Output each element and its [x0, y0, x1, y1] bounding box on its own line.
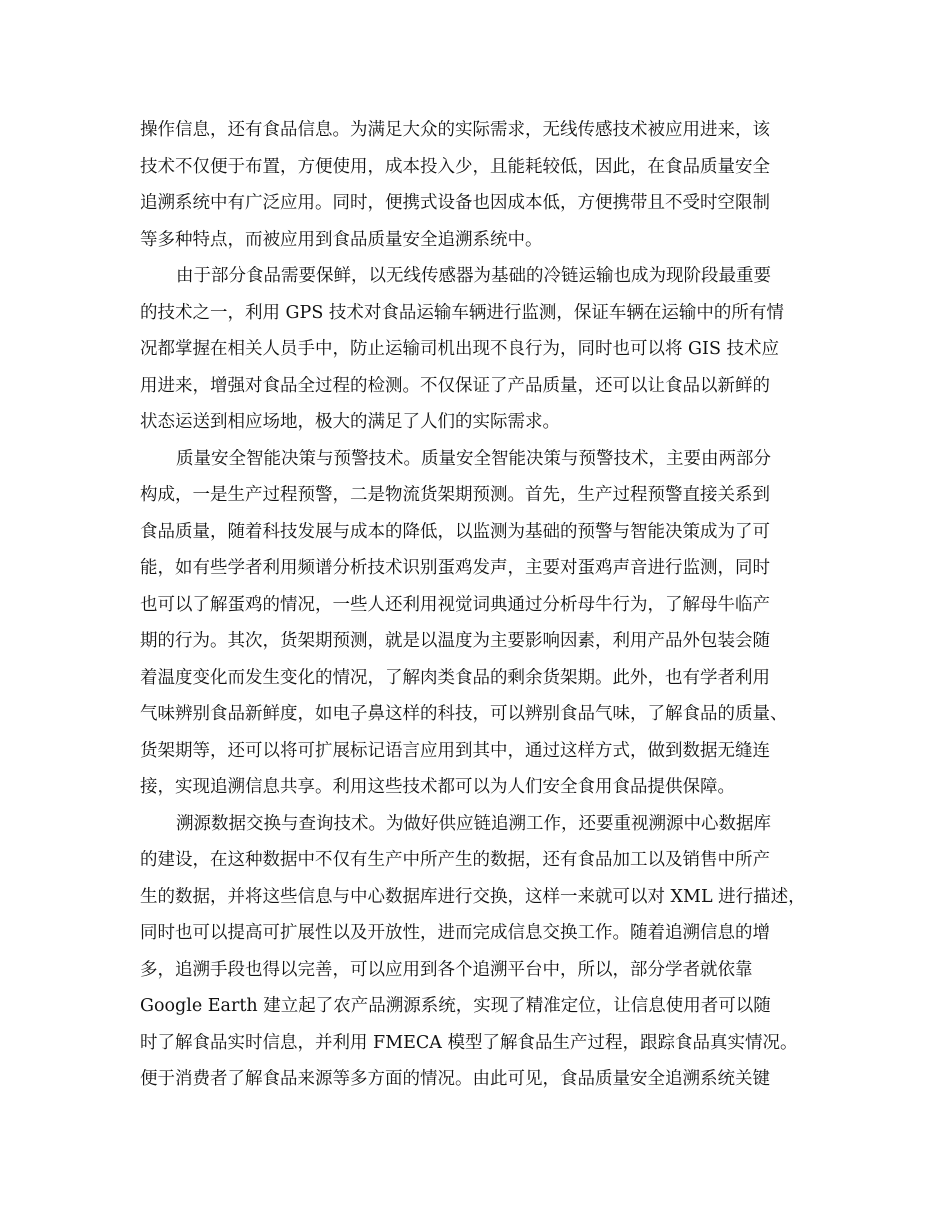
text-line: 况都掌握在相关人员手中，防止运输司机出现不良行为，同时也可以将 GIS 技术应 — [140, 339, 780, 359]
text-line: 技术不仅便于布置，方便使用，成本投入少，且能耗较低，因此，在食品质量安全 — [140, 156, 770, 177]
text-line: 的建设，在这种数据中不仅有生产中所产生的数据，还有食品加工以及销售中所产 — [140, 850, 770, 870]
paragraph-first-line: 质量安全智能决策与预警技术。质量安全智能决策与预警技术，主要由两部分 — [176, 448, 771, 469]
text-line: Google Earth 建立起了农产品溯源系统，实现了精准定位，让信息使用者可以随 — [140, 996, 771, 1016]
text-line: 货架期等，还可以将可扩展标记语言应用到其中，通过这样方式，做到数据无缝连 — [140, 740, 770, 761]
text-line: 同时也可以提高可扩展性以及开放性，进而完成信息交换工作。随着追溯信息的增 — [140, 923, 770, 943]
text-line: 状态运送到相应场地，极大的满足了人们的实际需求。 — [140, 412, 560, 432]
text-line: 气味辨别食品新鲜度，如电子鼻这样的科技，可以辨别食品气味，了解食品的质量、 — [140, 704, 788, 724]
document-body — [140, 112, 820, 1098]
text-line: 等多种特点，而被应用到食品质量安全追溯系统中。 — [140, 229, 543, 250]
text-line: 着温度变化而发生变化的情况，了解肉类食品的剩余货架期。此外，也有学者利用 — [140, 667, 770, 688]
paragraph-first-line: 溯源数据交换与查询技术。为做好供应链追溯工作，还要重视溯源中心数据库 — [176, 813, 771, 834]
text-line: 的技术之一，利用 GPS 技术对食品运输车辆进行监测，保证车辆在运输中的所有情 — [140, 302, 784, 323]
text-line: 期的行为。其次，货架期预测，就是以温度为主要影响因素，利用产品外包装会随 — [140, 631, 770, 651]
paragraph-first-line: 由于部分食品需要保鲜，以无线传感器为基础的冷链运输也成为现阶段最重要 — [176, 266, 771, 286]
text-line: 便于消费者了解食品来源等多方面的情况。由此可见，食品质量安全追溯系统关键 — [140, 1069, 770, 1089]
text-line: 多，追溯手段也得以完善，可以应用到各个追溯平台中，所以，部分学者就依靠 — [140, 959, 753, 980]
text-line: 食品质量，随着科技发展与成本的降低，以监测为基础的预警与智能决策成为了可 — [140, 521, 770, 542]
text-line: 操作信息，还有食品信息。为满足大众的实际需求，无线传感技术被应用进来，该 — [140, 120, 770, 140]
text-line: 生的数据，并将这些信息与中心数据库进行交换，这样一来就可以对 XML 进行描述， — [140, 886, 806, 907]
text-line: 用进来，增强对食品全过程的检测。不仅保证了产品质量，还可以让食品以新鲜的 — [140, 375, 770, 396]
text-line: 接，实现追溯信息共享。利用这些技术都可以为人们安全食用食品提供保障。 — [140, 777, 735, 797]
text-line: 时了解食品实时信息，并利用 FMECA 模型了解食品生产过程，跟踪食品真实情况。 — [140, 1032, 798, 1053]
text-line: 也可以了解蛋鸡的情况，一些人还利用视觉词典通过分析母牛行为，了解母牛临产 — [140, 594, 770, 615]
text-line: 构成，一是生产过程预警，二是物流货架期预测。首先，生产过程预警直接关系到 — [140, 485, 770, 505]
text-line: 追溯系统中有广泛应用。同时，便携式设备也因成本低，方便携带且不受时空限制 — [140, 193, 770, 213]
text-line: 能，如有些学者利用频谱分析技术识别蛋鸡发声，主要对蛋鸡声音进行监测，同时 — [140, 558, 770, 578]
